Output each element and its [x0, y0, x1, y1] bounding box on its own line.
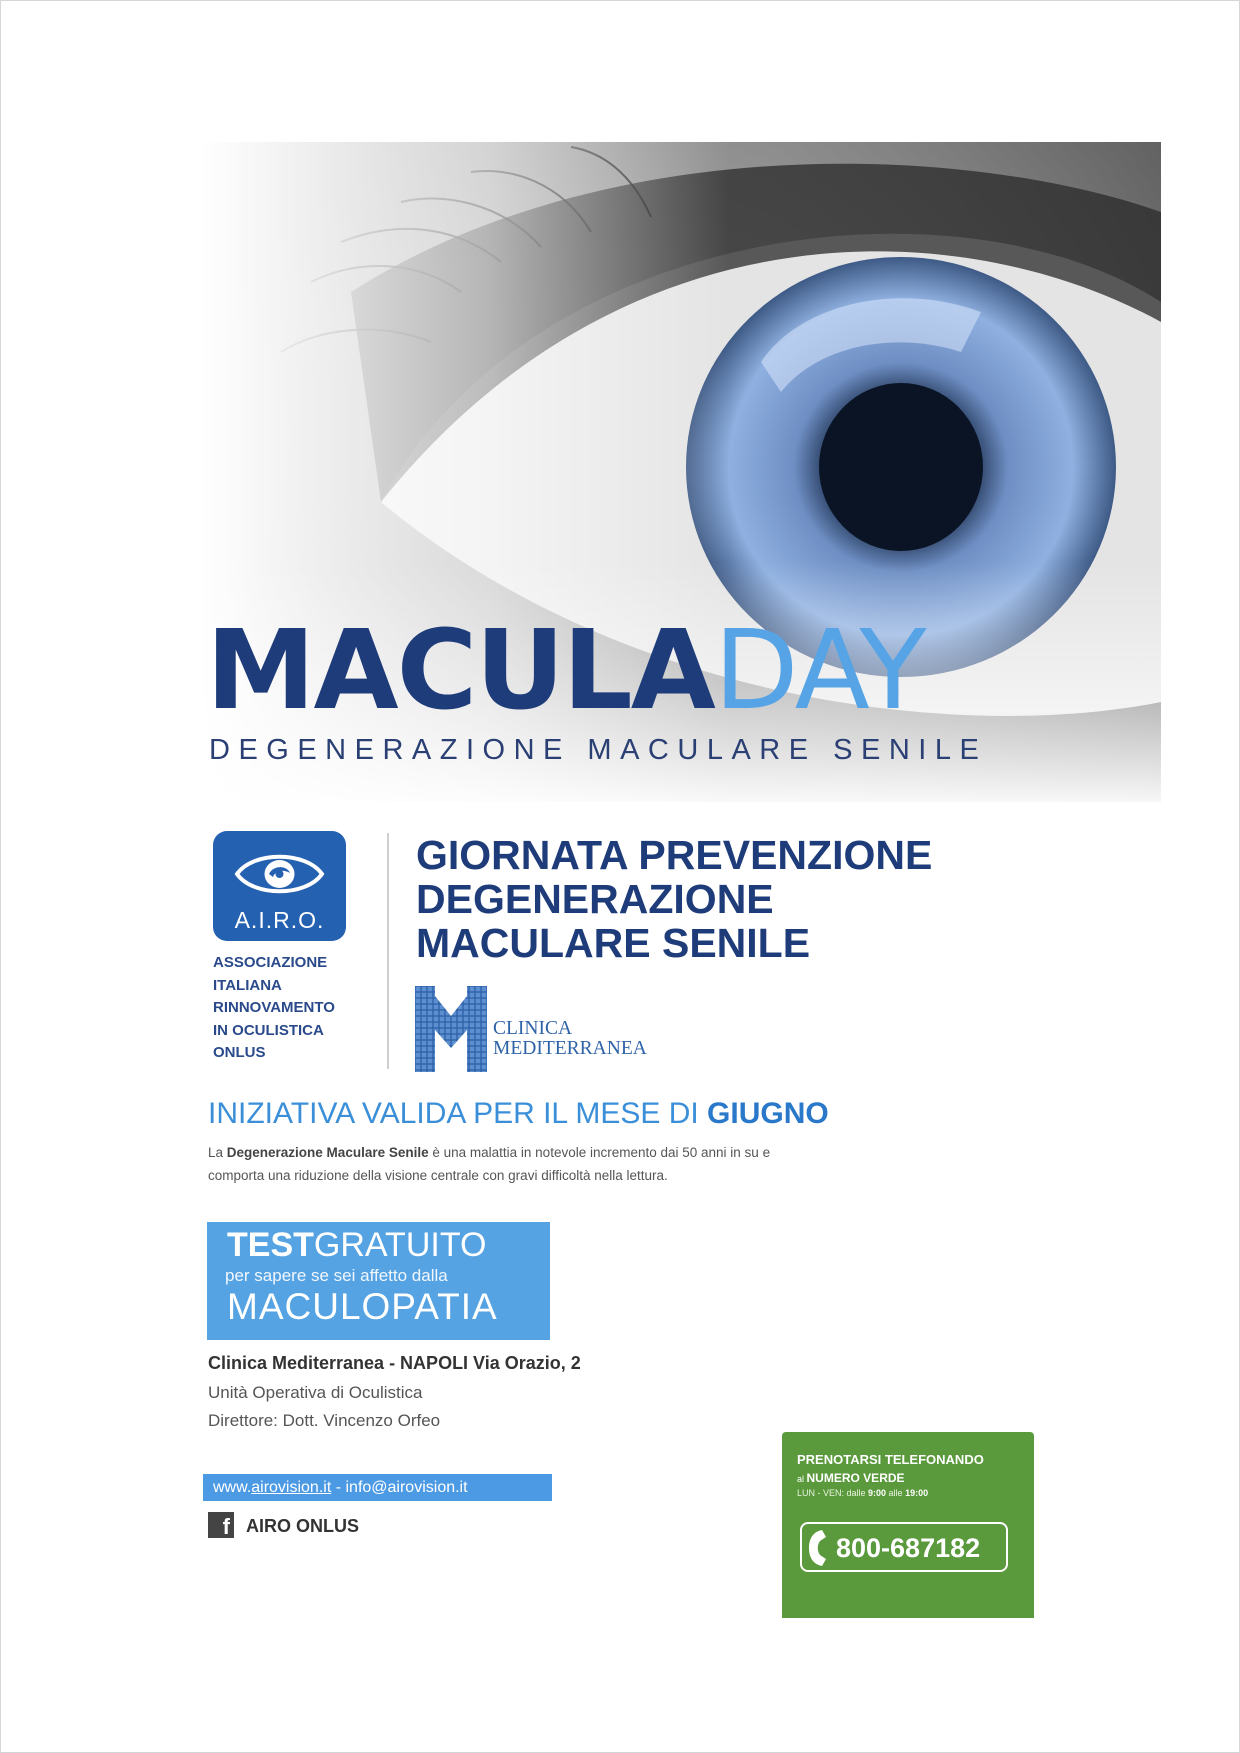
- booking-hours: [797, 1488, 928, 1498]
- clinica-logo-line: MEDITERRANEA: [493, 1038, 647, 1059]
- clinica-logo-line: CLINICA: [493, 1018, 573, 1039]
- airo-name-line: ONLUS: [213, 1044, 266, 1061]
- title-macula: MACULA: [206, 606, 714, 734]
- headline-line: MACULARE SENILE: [416, 920, 811, 966]
- hours-prefix: LUN - VEN: dalle: [797, 1488, 869, 1498]
- facebook-label[interactable]: AIRO ONLUS: [246, 1516, 360, 1536]
- booking-numero-verde: NUMERO VERDE: [806, 1471, 905, 1485]
- airo-name-line: ASSOCIAZIONE: [213, 954, 328, 971]
- vertical-divider: [387, 833, 389, 1069]
- title-day: DAY: [713, 606, 925, 734]
- headline-line: GIORNATA PREVENZIONE: [416, 832, 933, 878]
- description: [208, 1141, 968, 1187]
- airo-full-name: [213, 952, 335, 1065]
- test-title-light: GRATUITO: [313, 1226, 487, 1264]
- phone-number[interactable]: 800-687182: [836, 1533, 981, 1563]
- website-link[interactable]: airovision.it: [251, 1479, 332, 1496]
- initiative-heading: [208, 1097, 829, 1131]
- airo-logo: [213, 831, 346, 941]
- clinica-logo-text: [493, 1019, 647, 1059]
- hours-to: 19:00: [905, 1488, 929, 1498]
- description-bold: Degenerazione Maculare Senile: [226, 1145, 429, 1160]
- description-rest: è una malattia in notevole incremento dai 50 anni in su e: [428, 1145, 771, 1160]
- hours-mid: alle: [886, 1488, 906, 1498]
- description-line-2: comporta una riduzione della visione centrale con gravi difficoltà nella lettura.: [208, 1168, 668, 1183]
- free-test-box: [207, 1222, 550, 1340]
- airo-name-line: RINNOVAMENTO: [213, 999, 335, 1016]
- initiative-month: GIUGNO: [707, 1097, 829, 1130]
- maculaday-title: [206, 606, 925, 734]
- airo-name-line: ITALIANA: [213, 976, 282, 994]
- initiative-prefix: INIZIATIVA VALIDA PER IL MESE DI: [208, 1097, 708, 1130]
- airo-name-line: IN OCULISTICA: [213, 1021, 324, 1039]
- headline-line: DEGENERAZIONE: [416, 876, 774, 922]
- test-title-bold: TEST: [227, 1226, 314, 1264]
- description-line-1: [208, 1141, 968, 1164]
- hours-from: 9:00: [868, 1488, 887, 1498]
- headline: [416, 833, 932, 965]
- booking-line-1: PRENOTARSI TELEFONANDO: [797, 1452, 984, 1467]
- booking-al: al: [797, 1474, 807, 1484]
- email-link[interactable]: info@airovision.it: [345, 1479, 468, 1496]
- contact-separator: -: [331, 1479, 346, 1496]
- clinic-director: Direttore: Dott. Vincenzo Orfeo: [208, 1411, 441, 1430]
- eye-icon: [233, 843, 326, 905]
- facebook-icon[interactable]: f: [208, 1512, 234, 1538]
- description-lead: La: [208, 1145, 227, 1160]
- test-subtitle: per sapere se sei affetto dalla: [225, 1266, 448, 1285]
- booking-line-2: [797, 1471, 905, 1485]
- airo-logo-text: A.I.R.O.: [234, 907, 325, 933]
- subtitle: DEGENERAZIONE MACULARE SENILE: [209, 734, 988, 766]
- website-prefix[interactable]: www.: [213, 1479, 252, 1496]
- test-title: [227, 1226, 486, 1265]
- phone-box[interactable]: [800, 1522, 1008, 1572]
- test-maculopatia: MACULOPATIA: [227, 1286, 498, 1327]
- booking-box: [782, 1432, 1034, 1618]
- clinic-address: Clinica Mediterranea - NAPOLI Via Orazio, 2: [208, 1353, 581, 1373]
- phone-handset-icon: [806, 1528, 830, 1568]
- contact-bar: [203, 1474, 552, 1501]
- clinic-unit: Unità Operativa di Oculistica: [208, 1383, 423, 1402]
- clinica-mediterranea-logo-icon: [415, 986, 487, 1072]
